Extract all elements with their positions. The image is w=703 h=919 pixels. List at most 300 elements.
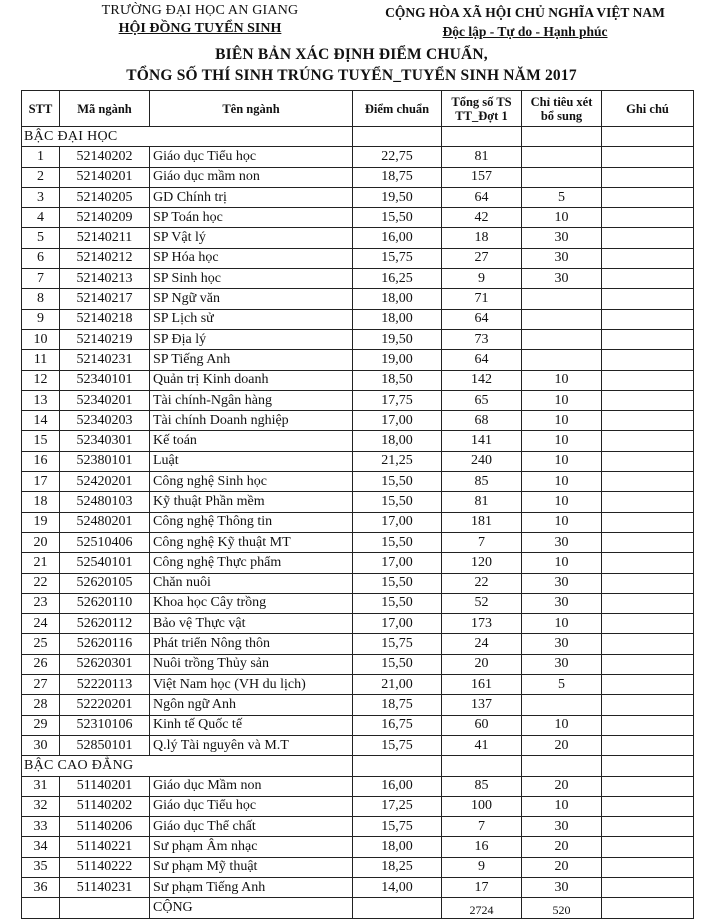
row-total-admitted: 141 bbox=[442, 431, 522, 451]
row-note bbox=[602, 695, 694, 715]
row-stt: 15 bbox=[22, 431, 60, 451]
table-row bbox=[22, 857, 694, 877]
row-cutoff-score: 14,00 bbox=[353, 877, 442, 897]
row-total-admitted: 161 bbox=[442, 675, 522, 695]
row-major-name: Sư phạm Tiếng Anh bbox=[150, 877, 353, 897]
row-major-name: Ngôn ngữ Anh bbox=[150, 695, 353, 715]
row-stt: 9 bbox=[22, 309, 60, 329]
row-extra-quota: 10 bbox=[522, 796, 602, 816]
section-college bbox=[22, 756, 694, 776]
row-cutoff-score: 15,75 bbox=[353, 735, 442, 755]
row-note bbox=[602, 248, 694, 268]
row-major-name: Giáo dục Tiểu học bbox=[150, 147, 353, 167]
table-row bbox=[22, 370, 694, 390]
row-stt: 27 bbox=[22, 675, 60, 695]
total-admitted-sum: 2724 bbox=[442, 898, 522, 918]
table-row bbox=[22, 796, 694, 816]
row-note bbox=[602, 735, 694, 755]
row-cutoff-score: 15,50 bbox=[353, 472, 442, 492]
table-row bbox=[22, 654, 694, 674]
row-total-admitted: 181 bbox=[442, 512, 522, 532]
row-total-admitted: 85 bbox=[442, 776, 522, 796]
row-note bbox=[602, 431, 694, 451]
row-major-code: 52510406 bbox=[60, 532, 150, 552]
row-total-admitted: 81 bbox=[442, 147, 522, 167]
row-cutoff-score: 15,75 bbox=[353, 634, 442, 654]
table-row bbox=[22, 695, 694, 715]
national-motto: Độc lập - Tự do - Hạnh phúc bbox=[442, 24, 608, 39]
row-total-admitted: 64 bbox=[442, 309, 522, 329]
table-row bbox=[22, 512, 694, 532]
row-note bbox=[602, 593, 694, 613]
row-note bbox=[602, 208, 694, 228]
row-cutoff-score: 17,00 bbox=[353, 512, 442, 532]
row-note bbox=[602, 289, 694, 309]
row-cutoff-score: 18,75 bbox=[353, 167, 442, 187]
table-row bbox=[22, 329, 694, 349]
row-major-name: SP Địa lý bbox=[150, 329, 353, 349]
total-label: CỘNG bbox=[150, 898, 353, 918]
row-major-name: Giáo dục Thể chất bbox=[150, 817, 353, 837]
row-total-admitted: 65 bbox=[442, 390, 522, 410]
row-extra-quota: 20 bbox=[522, 857, 602, 877]
row-cutoff-score: 21,25 bbox=[353, 451, 442, 471]
row-cutoff-score: 19,50 bbox=[353, 329, 442, 349]
row-note bbox=[602, 472, 694, 492]
row-major-name: Giáo dục Tiểu học bbox=[150, 796, 353, 816]
row-cutoff-score: 18,00 bbox=[353, 289, 442, 309]
row-note bbox=[602, 370, 694, 390]
row-extra-quota: 30 bbox=[522, 532, 602, 552]
row-major-name: Sư phạm Mỹ thuật bbox=[150, 857, 353, 877]
row-cutoff-score: 18,00 bbox=[353, 431, 442, 451]
section-university bbox=[22, 127, 694, 147]
row-total-admitted: 68 bbox=[442, 411, 522, 431]
row-stt: 8 bbox=[22, 289, 60, 309]
col-header-score: Điểm chuẩn bbox=[353, 91, 442, 127]
table-row bbox=[22, 553, 694, 573]
row-cutoff-score: 15,50 bbox=[353, 654, 442, 674]
row-total-admitted: 157 bbox=[442, 167, 522, 187]
col-header-note: Ghi chú bbox=[602, 91, 694, 127]
row-note bbox=[602, 877, 694, 897]
row-major-name: Tài chính-Ngân hàng bbox=[150, 390, 353, 410]
row-stt: 4 bbox=[22, 208, 60, 228]
row-extra-quota: 10 bbox=[522, 512, 602, 532]
row-major-code: 52340301 bbox=[60, 431, 150, 451]
row-cutoff-score: 16,25 bbox=[353, 269, 442, 289]
row-major-name: Công nghệ Kỹ thuật MT bbox=[150, 532, 353, 552]
row-total-admitted: 71 bbox=[442, 289, 522, 309]
row-stt: 18 bbox=[22, 492, 60, 512]
row-extra-quota: 20 bbox=[522, 837, 602, 857]
row-cutoff-score: 15,50 bbox=[353, 593, 442, 613]
row-major-code: 52220113 bbox=[60, 675, 150, 695]
row-cutoff-score: 15,50 bbox=[353, 208, 442, 228]
row-major-code: 52140202 bbox=[60, 147, 150, 167]
row-major-code: 52140209 bbox=[60, 208, 150, 228]
row-major-name: Khoa học Cây trồng bbox=[150, 593, 353, 613]
row-stt: 11 bbox=[22, 350, 60, 370]
row-major-code: 52380101 bbox=[60, 451, 150, 471]
table-row bbox=[22, 817, 694, 837]
row-major-code: 52140218 bbox=[60, 309, 150, 329]
table-row bbox=[22, 593, 694, 613]
table-row bbox=[22, 451, 694, 471]
row-major-code: 52480103 bbox=[60, 492, 150, 512]
row-note bbox=[602, 573, 694, 593]
row-note bbox=[602, 817, 694, 837]
row-major-code: 52540101 bbox=[60, 553, 150, 573]
row-note bbox=[602, 675, 694, 695]
row-stt: 5 bbox=[22, 228, 60, 248]
row-total-admitted: 18 bbox=[442, 228, 522, 248]
row-total-admitted: 7 bbox=[442, 532, 522, 552]
row-major-code: 52850101 bbox=[60, 735, 150, 755]
row-major-code: 52140211 bbox=[60, 228, 150, 248]
table-row bbox=[22, 614, 694, 634]
row-extra-quota: 10 bbox=[522, 411, 602, 431]
row-major-name: Nuôi trồng Thủy sản bbox=[150, 654, 353, 674]
admission-table bbox=[21, 90, 694, 919]
row-note bbox=[602, 837, 694, 857]
table-row bbox=[22, 675, 694, 695]
row-stt: 10 bbox=[22, 329, 60, 349]
row-cutoff-score: 18,25 bbox=[353, 857, 442, 877]
row-stt: 19 bbox=[22, 512, 60, 532]
row-major-code: 51140202 bbox=[60, 796, 150, 816]
empty-cell bbox=[522, 127, 602, 147]
row-note bbox=[602, 167, 694, 187]
table-row bbox=[22, 289, 694, 309]
row-stt: 33 bbox=[22, 817, 60, 837]
council-name: HỘI ĐỒNG TUYỂN SINH bbox=[118, 21, 282, 36]
row-extra-quota bbox=[522, 329, 602, 349]
row-note bbox=[602, 614, 694, 634]
empty-cell bbox=[442, 756, 522, 776]
row-cutoff-score: 19,50 bbox=[353, 187, 442, 207]
empty-cell bbox=[602, 756, 694, 776]
row-extra-quota: 10 bbox=[522, 715, 602, 735]
row-extra-quota: 30 bbox=[522, 248, 602, 268]
row-cutoff-score: 16,75 bbox=[353, 715, 442, 735]
university-name: TRƯỜNG ĐẠI HỌC AN GIANG bbox=[101, 3, 299, 18]
row-extra-quota: 10 bbox=[522, 370, 602, 390]
row-note bbox=[602, 492, 694, 512]
row-extra-quota: 10 bbox=[522, 472, 602, 492]
row-total-admitted: 60 bbox=[442, 715, 522, 735]
row-major-code: 51140222 bbox=[60, 857, 150, 877]
row-extra-quota: 5 bbox=[522, 675, 602, 695]
row-note bbox=[602, 228, 694, 248]
table-row bbox=[22, 167, 694, 187]
row-total-admitted: 73 bbox=[442, 329, 522, 349]
row-major-name: Phát triển Nông thôn bbox=[150, 634, 353, 654]
row-stt: 21 bbox=[22, 553, 60, 573]
empty-cell bbox=[353, 898, 442, 918]
row-major-name: SP Ngữ văn bbox=[150, 289, 353, 309]
row-major-name: Kinh tế Quốc tế bbox=[150, 715, 353, 735]
row-major-code: 52140201 bbox=[60, 167, 150, 187]
row-cutoff-score: 16,00 bbox=[353, 776, 442, 796]
row-extra-quota: 30 bbox=[522, 228, 602, 248]
row-extra-quota bbox=[522, 289, 602, 309]
row-total-admitted: 100 bbox=[442, 796, 522, 816]
row-stt: 2 bbox=[22, 167, 60, 187]
row-total-admitted: 7 bbox=[442, 817, 522, 837]
row-total-admitted: 16 bbox=[442, 837, 522, 857]
empty-cell bbox=[442, 127, 522, 147]
row-extra-quota: 5 bbox=[522, 187, 602, 207]
row-major-name: SP Hóa học bbox=[150, 248, 353, 268]
row-stt: 35 bbox=[22, 857, 60, 877]
row-extra-quota: 30 bbox=[522, 817, 602, 837]
table-row bbox=[22, 776, 694, 796]
empty-cell bbox=[22, 898, 60, 918]
row-total-admitted: 22 bbox=[442, 573, 522, 593]
table-row bbox=[22, 472, 694, 492]
row-major-code: 52620116 bbox=[60, 634, 150, 654]
row-major-name: SP Toán học bbox=[150, 208, 353, 228]
row-major-code: 52140231 bbox=[60, 350, 150, 370]
table-row bbox=[22, 350, 694, 370]
row-total-admitted: 41 bbox=[442, 735, 522, 755]
row-extra-quota bbox=[522, 309, 602, 329]
table-row bbox=[22, 147, 694, 167]
row-major-code: 52620112 bbox=[60, 614, 150, 634]
row-major-code: 52140219 bbox=[60, 329, 150, 349]
row-note bbox=[602, 411, 694, 431]
row-extra-quota: 30 bbox=[522, 877, 602, 897]
row-major-name: Công nghệ Sinh học bbox=[150, 472, 353, 492]
row-note bbox=[602, 634, 694, 654]
row-note bbox=[602, 776, 694, 796]
row-note bbox=[602, 857, 694, 877]
row-cutoff-score: 17,00 bbox=[353, 411, 442, 431]
row-extra-quota: 20 bbox=[522, 735, 602, 755]
row-total-admitted: 120 bbox=[442, 553, 522, 573]
row-stt: 3 bbox=[22, 187, 60, 207]
row-total-admitted: 42 bbox=[442, 208, 522, 228]
row-note bbox=[602, 350, 694, 370]
header-left bbox=[85, 3, 315, 37]
row-cutoff-score: 21,00 bbox=[353, 675, 442, 695]
table-row bbox=[22, 735, 694, 755]
row-stt: 24 bbox=[22, 614, 60, 634]
row-stt: 16 bbox=[22, 451, 60, 471]
row-major-code: 51140201 bbox=[60, 776, 150, 796]
row-stt: 30 bbox=[22, 735, 60, 755]
row-cutoff-score: 19,00 bbox=[353, 350, 442, 370]
row-extra-quota: 10 bbox=[522, 208, 602, 228]
row-stt: 7 bbox=[22, 269, 60, 289]
row-stt: 14 bbox=[22, 411, 60, 431]
table-row bbox=[22, 248, 694, 268]
row-cutoff-score: 15,50 bbox=[353, 492, 442, 512]
row-stt: 17 bbox=[22, 472, 60, 492]
col-header-total: Tổng số TS TT_Đợt 1 bbox=[442, 91, 522, 127]
row-extra-quota: 10 bbox=[522, 553, 602, 573]
table-row bbox=[22, 573, 694, 593]
row-extra-quota: 10 bbox=[522, 614, 602, 634]
row-note bbox=[602, 187, 694, 207]
row-note bbox=[602, 512, 694, 532]
total-row bbox=[22, 898, 694, 918]
row-extra-quota: 30 bbox=[522, 573, 602, 593]
row-total-admitted: 142 bbox=[442, 370, 522, 390]
row-note bbox=[602, 390, 694, 410]
row-major-code: 52140213 bbox=[60, 269, 150, 289]
row-major-code: 52620105 bbox=[60, 573, 150, 593]
row-major-name: Luật bbox=[150, 451, 353, 471]
row-cutoff-score: 18,00 bbox=[353, 309, 442, 329]
row-major-code: 52340101 bbox=[60, 370, 150, 390]
table-row bbox=[22, 532, 694, 552]
row-major-name: Công nghệ Thực phẩm bbox=[150, 553, 353, 573]
row-extra-quota bbox=[522, 167, 602, 187]
row-major-code: 52140205 bbox=[60, 187, 150, 207]
row-note bbox=[602, 269, 694, 289]
row-major-name: Tài chính Doanh nghiệp bbox=[150, 411, 353, 431]
row-extra-quota bbox=[522, 147, 602, 167]
row-major-name: GD Chính trị bbox=[150, 187, 353, 207]
table-row bbox=[22, 269, 694, 289]
row-extra-quota: 30 bbox=[522, 593, 602, 613]
table-row bbox=[22, 187, 694, 207]
table-row bbox=[22, 411, 694, 431]
row-cutoff-score: 22,75 bbox=[353, 147, 442, 167]
row-major-name: Chăn nuôi bbox=[150, 573, 353, 593]
row-note bbox=[602, 796, 694, 816]
table-row bbox=[22, 228, 694, 248]
row-extra-quota: 10 bbox=[522, 451, 602, 471]
table-row bbox=[22, 715, 694, 735]
row-cutoff-score: 16,00 bbox=[353, 228, 442, 248]
row-stt: 29 bbox=[22, 715, 60, 735]
row-total-admitted: 81 bbox=[442, 492, 522, 512]
republic-name: CỘNG HÒA XÃ HỘI CHỦ NGHĨA VIỆT NAM bbox=[385, 5, 665, 20]
row-major-code: 52340201 bbox=[60, 390, 150, 410]
header-right bbox=[360, 5, 690, 40]
row-cutoff-score: 15,50 bbox=[353, 573, 442, 593]
row-note bbox=[602, 329, 694, 349]
table-row bbox=[22, 208, 694, 228]
row-major-name: Việt Nam học (VH du lịch) bbox=[150, 675, 353, 695]
row-note bbox=[602, 898, 694, 918]
row-total-admitted: 64 bbox=[442, 350, 522, 370]
row-major-code: 51140231 bbox=[60, 877, 150, 897]
row-major-code: 52140212 bbox=[60, 248, 150, 268]
row-note bbox=[602, 553, 694, 573]
row-extra-quota bbox=[522, 350, 602, 370]
row-major-name: Bảo vệ Thực vật bbox=[150, 614, 353, 634]
table-row bbox=[22, 390, 694, 410]
row-extra-quota: 20 bbox=[522, 776, 602, 796]
row-major-name: Quản trị Kinh doanh bbox=[150, 370, 353, 390]
row-major-code: 52220201 bbox=[60, 695, 150, 715]
row-total-admitted: 64 bbox=[442, 187, 522, 207]
row-total-admitted: 9 bbox=[442, 269, 522, 289]
document-title-line2: TỔNG SỐ THÍ SINH TRÚNG TUYỂN_TUYỂN SINH NĂM 2017 bbox=[126, 67, 577, 84]
row-total-admitted: 52 bbox=[442, 593, 522, 613]
col-header-name: Tên ngành bbox=[150, 91, 353, 127]
row-total-admitted: 17 bbox=[442, 877, 522, 897]
row-major-code: 52480201 bbox=[60, 512, 150, 532]
row-cutoff-score: 17,25 bbox=[353, 796, 442, 816]
row-major-name: SP Lịch sử bbox=[150, 309, 353, 329]
row-total-admitted: 24 bbox=[442, 634, 522, 654]
row-stt: 31 bbox=[22, 776, 60, 796]
row-extra-quota: 10 bbox=[522, 431, 602, 451]
row-stt: 32 bbox=[22, 796, 60, 816]
row-extra-quota bbox=[522, 695, 602, 715]
row-major-name: SP Tiếng Anh bbox=[150, 350, 353, 370]
row-extra-quota: 10 bbox=[522, 492, 602, 512]
section-label: BẬC ĐẠI HỌC bbox=[22, 127, 353, 147]
row-note bbox=[602, 654, 694, 674]
row-major-name: Giáo dục Mầm non bbox=[150, 776, 353, 796]
empty-cell bbox=[602, 127, 694, 147]
row-total-admitted: 137 bbox=[442, 695, 522, 715]
row-note bbox=[602, 147, 694, 167]
row-stt: 20 bbox=[22, 532, 60, 552]
row-major-name: Công nghệ Thông tin bbox=[150, 512, 353, 532]
col-header-stt: STT bbox=[22, 91, 60, 127]
row-major-code: 51140206 bbox=[60, 817, 150, 837]
row-major-code: 51140221 bbox=[60, 837, 150, 857]
table-row bbox=[22, 634, 694, 654]
row-major-name: Giáo dục mầm non bbox=[150, 167, 353, 187]
row-stt: 13 bbox=[22, 390, 60, 410]
row-major-code: 52620110 bbox=[60, 593, 150, 613]
row-note bbox=[602, 451, 694, 471]
row-total-admitted: 27 bbox=[442, 248, 522, 268]
row-note bbox=[602, 715, 694, 735]
table-header-row bbox=[22, 91, 694, 127]
row-major-name: Sư phạm Âm nhạc bbox=[150, 837, 353, 857]
row-stt: 23 bbox=[22, 593, 60, 613]
row-total-admitted: 173 bbox=[442, 614, 522, 634]
table-row bbox=[22, 309, 694, 329]
row-cutoff-score: 17,00 bbox=[353, 553, 442, 573]
row-stt: 34 bbox=[22, 837, 60, 857]
row-cutoff-score: 15,50 bbox=[353, 532, 442, 552]
row-extra-quota: 30 bbox=[522, 654, 602, 674]
col-header-code: Mã ngành bbox=[60, 91, 150, 127]
row-note bbox=[602, 532, 694, 552]
row-major-code: 52620301 bbox=[60, 654, 150, 674]
row-extra-quota: 30 bbox=[522, 269, 602, 289]
row-major-name: Kỹ thuật Phần mềm bbox=[150, 492, 353, 512]
row-stt: 6 bbox=[22, 248, 60, 268]
row-extra-quota: 10 bbox=[522, 390, 602, 410]
row-cutoff-score: 18,75 bbox=[353, 695, 442, 715]
empty-cell bbox=[522, 756, 602, 776]
row-major-code: 52340203 bbox=[60, 411, 150, 431]
document-title-line1: BIÊN BẢN XÁC ĐỊNH ĐIỂM CHUẨN, bbox=[215, 46, 488, 63]
row-total-admitted: 240 bbox=[442, 451, 522, 471]
row-cutoff-score: 17,75 bbox=[353, 390, 442, 410]
row-stt: 1 bbox=[22, 147, 60, 167]
row-stt: 12 bbox=[22, 370, 60, 390]
table-row bbox=[22, 877, 694, 897]
row-cutoff-score: 15,75 bbox=[353, 817, 442, 837]
row-stt: 26 bbox=[22, 654, 60, 674]
total-extra-quota-sum: 520 bbox=[522, 898, 602, 918]
row-total-admitted: 85 bbox=[442, 472, 522, 492]
row-major-code: 52140217 bbox=[60, 289, 150, 309]
row-cutoff-score: 17,00 bbox=[353, 614, 442, 634]
